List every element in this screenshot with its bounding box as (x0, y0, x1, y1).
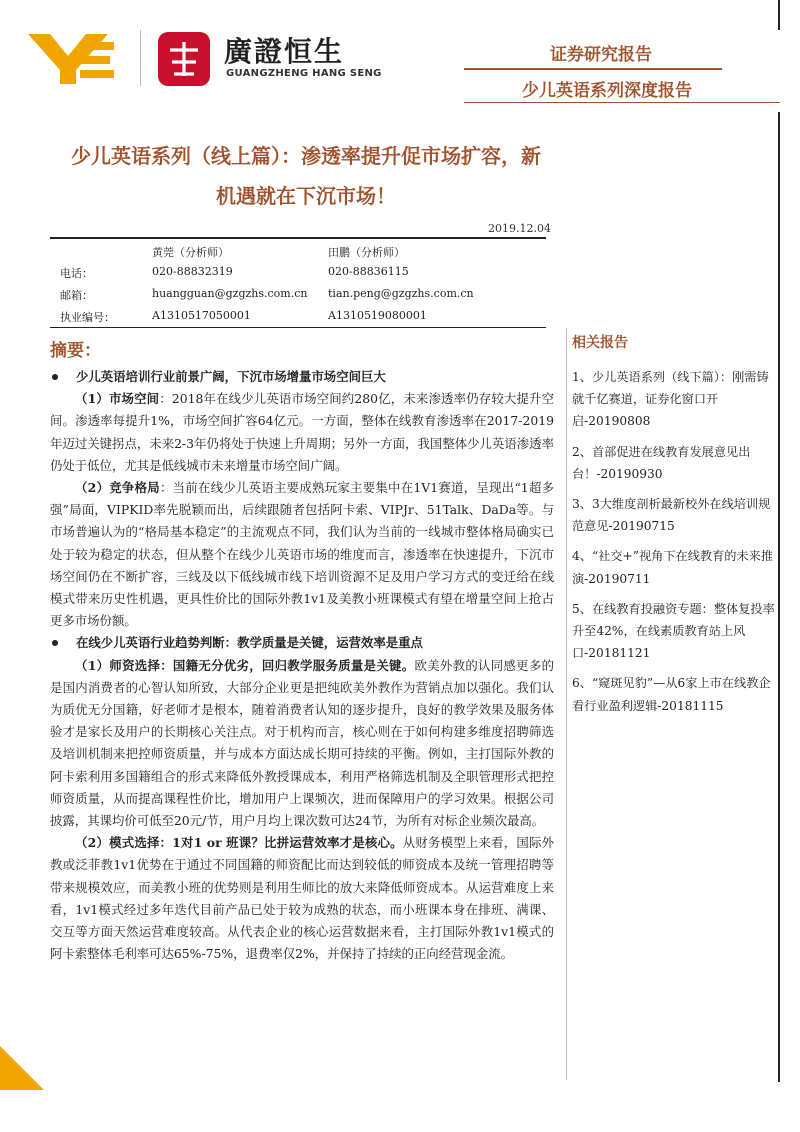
related-report-item[interactable]: 4、“社交+”视角下在线教育的未来推演-20190711 (572, 549, 774, 586)
analyst-b-phone: 020-88836115 (328, 265, 409, 278)
phone-label: 电话： (60, 267, 93, 280)
analyst-b-email[interactable]: tian.peng@gzgzhs.com.cn (328, 287, 474, 300)
analyst-a-phone: 020-88832319 (152, 265, 233, 278)
abstract-heading: 摘要： (50, 341, 101, 361)
analyst-table-top-rule (50, 237, 546, 239)
para-teachers-head: （1）师资选择：国籍无分优劣，回归教学服务质量是关键。 (75, 657, 415, 673)
para-market-size (50, 388, 554, 477)
email-label: 邮箱： (60, 289, 93, 302)
analyst-a-name: 黄莞（分析师） (152, 246, 229, 259)
related-report-item[interactable]: 3、3大维度剖析最新校外在线培训规范意见-20190715 (572, 497, 771, 534)
sidebar-divider (566, 328, 567, 1080)
bullet-market-outlook: 少儿英语培训行业前景广阔，下沉市场增量市场空间巨大 (50, 366, 554, 388)
report-title-line2: 机遇就在下沉市场！ (216, 184, 396, 208)
report-date: 2019.12.04 (488, 222, 551, 235)
brand-logo (28, 28, 382, 92)
brand-name-en: GUANGZHENG HANG SENG (226, 68, 382, 79)
brand-name-cn: 廣證恒生 (224, 35, 345, 68)
analyst-table-bottom-rule (50, 327, 546, 328)
para-market-size-body: ：2018年在线少儿英语市场空间约280亿，未来渗透率仍存较大提升空间。渗透率每提升1%，市场空间扩容64亿元。一方面，整体在线教育渗透率在2017-2019年迈过关键拐点，未来2-3年仍将处于快速上升周期；另外一方面，我国整体少儿英语渗透率仍处于低位，尤其是低线城市未来增量市场空间广阔。 (50, 391, 555, 473)
license-label: 执业编号： (60, 311, 115, 324)
para-model (50, 832, 554, 965)
related-reports-heading: 相关报告 (572, 335, 628, 351)
related-report-item[interactable]: 2、首部促进在线教育发展意见出台！-20190930 (572, 444, 751, 481)
analyst-a-license: A1310517050001 (152, 309, 251, 322)
para-model-body: 从财务模型上来看，国际外教或泛菲教1v1优势在于通过不同国籍的师资配比而达到较低的师资成本及统一管理招聘等带来规模效应，而美教小班的优势则是利用生师比的放大来降低师资成本。从运营难度上来看，1v1模式经过多年迭代目前产品已处于较为成熟的状态，而小班课本身在排班、满课、交互等方面天然运营难度较高。从代表企业的核心运营数据来看，主打国际外教1v1模式的阿卡索整体毛利率可达65%-75%，退费率仅2%，并保持了持续的正向经营现金流。 (50, 835, 554, 962)
abstract-body (50, 366, 554, 965)
para-teachers (50, 655, 554, 833)
para-market-size-head: （1）市场空间 (75, 391, 160, 407)
para-teachers-body: 欧美外教的认同感更多的是国内消费者的心智认知所致，大部分企业更是把纯欧美外教作为营销点加以强化。我们认为质优无分国籍，好老师才是根本，随着消费者认知的逐步提升，良好的教学效果及服务体验才是家长及用户的长期核心关注点。对于机构而言，核心则在于如何构建多维度招聘筛选及培训机制来把控师资质量，并与成本方面达成长期可持续的平衡。例如，主打国际外教的阿卡索利用多国籍组合的形式来降低外教授课成本，利用严格筛选机制及全职管理形式把控师资质量，从而提高课程性价比，增加用户上课频次，进而保障用户的学习效果。根据公司披露，其课均价可低至20元/节，用户月均上课次数可达24节，为所有对标企业频次最高。 (50, 657, 555, 829)
corner-mark (778, 0, 780, 30)
analyst-b-license: A1310519080001 (328, 309, 427, 322)
header-divider (464, 68, 722, 70)
related-report-item[interactable]: 6、“窥斑见豹”—从6家上市在线教企看行业盈利逻辑-20181115 (572, 676, 771, 713)
para-competition-body: ：当前在线少儿英语主要成熟玩家主要集中在1V1赛道，呈现出“1超多强”局面，VIPKID率先脱颖而出，后续跟随者包括阿卡索、VIPJr、51Talk、DaDa等。与市场普遍认为的“格局基本稳定”的主流观点不同，我们认为当前的一线城市整体格局确实已处于较为稳定的状态，但从整个在线少儿英语市场的维度而言，渗透率在快速提升，下沉市场空间仍在不断扩容，三线及以下低线城市线下培训资源不足及用户学习方式的变迁给在线模式带来历史性机遇，更具性价比的国际外教1v1及美教小班课模式有望在增量空间上抢占更多市场份额。 (50, 480, 555, 629)
analyst-b-name: 田鹏（分析师） (328, 246, 405, 259)
header-divider-2 (464, 102, 780, 103)
bullet-trend: 在线少儿英语行业趋势判断：教学质量是关键，运营效率是重点 (50, 632, 554, 654)
corner-triangle-decoration (0, 1046, 44, 1090)
logo-mark-icon (28, 34, 118, 84)
related-report-item[interactable]: 5、在线教育投融资专题：整体复投率升至42%，在线素质教育站上风口-20181121 (572, 601, 775, 661)
para-model-head: （2）模式选择：1对1 or 班课？比拼运营效率才是核心。 (75, 835, 403, 851)
para-competition-head: （2）竞争格局 (75, 480, 160, 496)
logo-divider (140, 30, 141, 86)
seal-icon (156, 30, 212, 88)
related-report-item[interactable]: 1、少儿英语系列（线下篇）：刚需铸就千亿赛道，证券化窗口开启-20190808 (572, 370, 769, 429)
para-competition (50, 477, 554, 632)
series-title: 少儿英语系列深度报告 (522, 81, 692, 101)
related-reports-list (572, 366, 780, 725)
report-type: 证券研究报告 (550, 45, 652, 65)
report-title-line1: 少儿英语系列（线上篇）：渗透率提升促市场扩容，新 (71, 144, 541, 168)
analyst-a-email[interactable]: huangguan@gzgzhs.com.cn (152, 287, 308, 300)
